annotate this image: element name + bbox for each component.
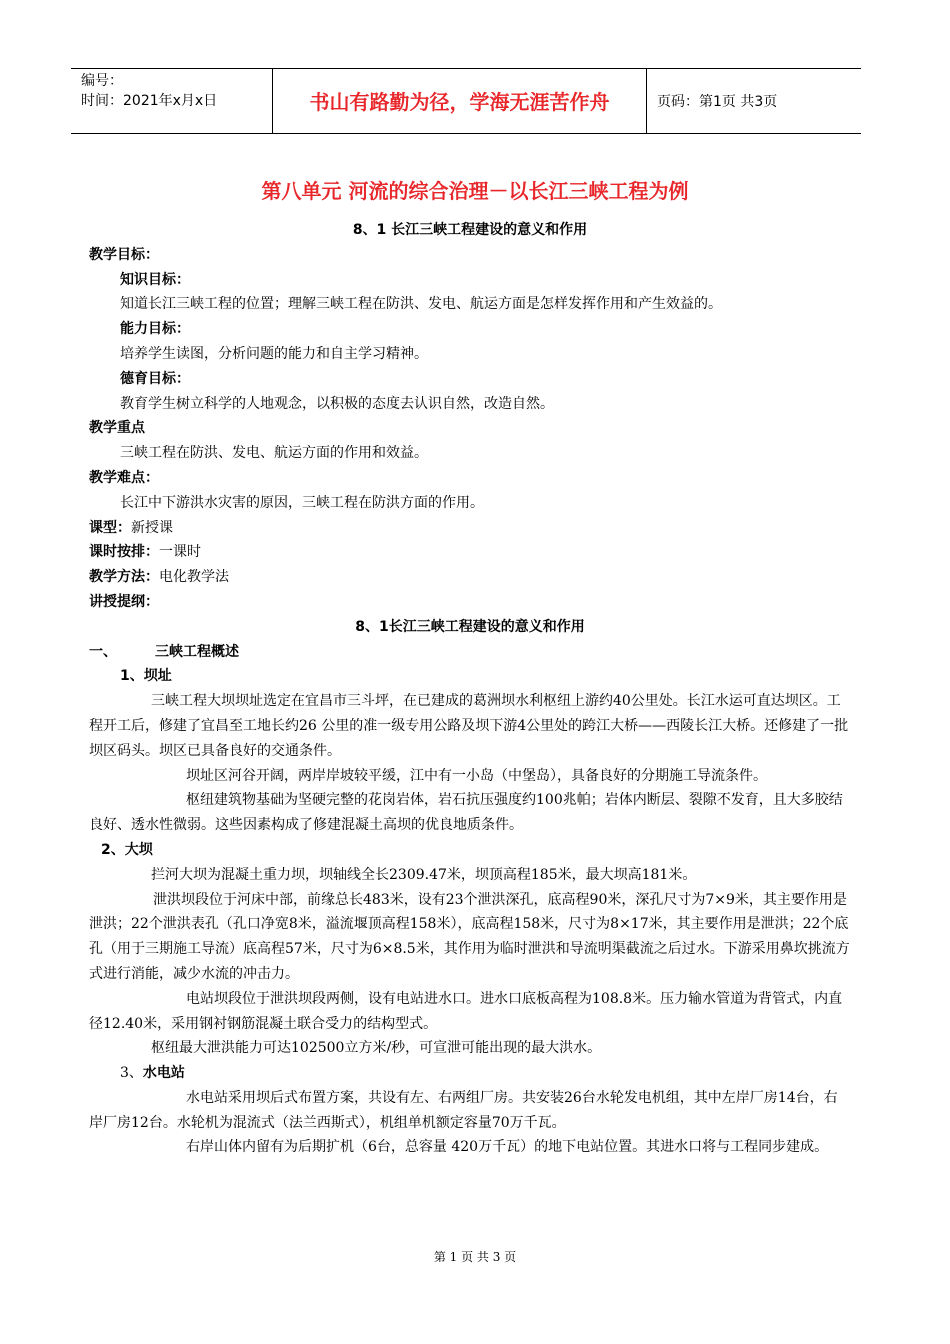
document-body: [89, 218, 851, 1160]
subsection-dam-site-heading: 1、坝址: [120, 668, 172, 685]
time-label: 时间：2021年x月x日: [81, 93, 218, 109]
subsection-hydropower-number: 3、: [120, 1065, 143, 1082]
moral-goal-label: 德育目标：: [120, 370, 190, 387]
lesson-type-label: 课型：: [89, 519, 131, 536]
teaching-method-label: 教学方法：: [89, 569, 159, 586]
dam-paragraph-4: 枢纽最大泄洪能力可达102500立方米/秒，可宣泄可能出现的最大洪水。: [151, 1040, 602, 1057]
section-1-title: 三峡工程概述: [155, 643, 239, 660]
class-hours-row: [89, 540, 851, 565]
dam-paragraph-2: 泄洪坝段位于河床中部，前缘总长483米，设有23个泄洪深孔，底高程90米，深孔尺寸为7×9米，其主要作用是泄洪；22个泄洪表孔（孔口净宽8米，溢流堰顶高程158米），底高程158米，尺寸为8×17米，其主要作用是泄洪；22个底孔（用于三期施工导流）底高程57米，尺寸为6×8.5米，其作用为临时泄洪和导流明渠截流之后过水。下游采用鼻坎挑流方式进行消能，减少水流的冲击力。: [89, 891, 850, 982]
teaching-method-value: 电化教学法: [159, 569, 229, 586]
outline-title: 8、1长江三峡工程建设的意义和作用: [355, 618, 585, 635]
lesson-type-row: [89, 516, 851, 541]
subsection-hydropower-heading: [89, 1061, 851, 1086]
lesson-type-value: 新授课: [131, 519, 173, 536]
knowledge-goal-text: 知道长江三峡工程的位置；理解三峡工程在防洪、发电、航运方面是怎样发挥作用和产生效益的。: [120, 296, 722, 313]
teaching-method-row: [89, 565, 851, 590]
outline-heading: 讲授提纲：: [89, 593, 159, 610]
section-1-heading: [89, 640, 851, 665]
class-hours-value: 一课时: [159, 544, 201, 561]
subsection-dam-heading: 2、大坝: [101, 841, 153, 858]
ability-goal-text: 培养学生读图，分析问题的能力和自主学习精神。: [120, 345, 428, 362]
hydropower-paragraph-2: 右岸山体内留有为后期扩机（6台，总容量 420万千瓦）的地下电站位置。其进水口将与工程同步建成。: [186, 1139, 829, 1156]
dam-paragraph-1: 拦河大坝为混凝土重力坝，坝轴线全长2309.47米，坝顶高程185米，最大坝高181米。: [151, 866, 697, 883]
hydropower-paragraph-1: 水电站采用坝后式布置方案，共设有左、右两组厂房。共安装26台水轮发电机组，其中左岸厂房14台，右岸厂房12台。水轮机为混流式（法兰西斯式），机组单机额定容量70万千瓦。: [89, 1089, 838, 1131]
difficulty-text: 长江中下游洪水灾害的原因，三峡工程在防洪方面的作用。: [120, 494, 484, 511]
dam-site-paragraph-1: 三峡工程大坝坝址选定在宜昌市三斗坪，在已建成的葛洲坝水利枢纽上游约40公里处。长江水运可直达坝区。工程开工后，修建了宜昌至工地长约26 公里的准一级专用公路及坝下游4公里处的跨江大桥——西陵长江大桥。还修建了一批坝区码头。坝区已具备良好的交通条件。: [89, 693, 849, 759]
dam-site-paragraph-2: 坝址区河谷开阔，两岸岸坡较平缓，江中有一小岛（中堡岛），具备良好的分期施工导流条件。: [186, 767, 767, 784]
page-header: [71, 68, 861, 134]
knowledge-goal-label: 知识目标：: [120, 271, 190, 288]
header-page-info: 页码：第1页 共3页: [657, 94, 778, 110]
serial-number-label: 编号：: [81, 73, 123, 89]
key-points-text: 三峡工程在防洪、发电、航运方面的作用和效益。: [120, 445, 428, 462]
dam-site-paragraph-3: 枢纽建筑物基础为坚硬完整的花岗岩体，岩石抗压强度约100兆帕；岩体内断层、裂隙不发育，且大多胶结良好、透水性微弱。这些因素构成了修建混凝土高坝的优良地质条件。: [89, 792, 843, 834]
lesson-subtitle: 8、1 长江三峡工程建设的意义和作用: [352, 222, 588, 238]
dam-paragraph-3: 电站坝段位于泄洪坝段两侧，设有电站进水口。进水口底板高程为108.8米。压力输水管道为背管式，内直径12.40米，采用钢衬钢筋混凝土联合受力的结构型式。: [89, 990, 843, 1032]
ability-goal-label: 能力目标：: [120, 321, 190, 338]
goals-heading: 教学目标：: [89, 246, 159, 263]
header-meta-cell: [71, 69, 273, 133]
class-hours-label: 课时按排：: [89, 544, 159, 561]
header-motto: 书山有路勤为径，学海无涯苦作舟: [273, 69, 647, 133]
document-title: 第八单元 河流的综合治理－以长江三峡工程为例: [261, 179, 689, 203]
page-footer: 第 1 页 共 3 页: [433, 1250, 517, 1264]
subsection-hydropower-title: 水电站: [142, 1065, 185, 1082]
difficulty-heading: 教学难点：: [89, 469, 159, 486]
moral-goal-text: 教育学生树立科学的人地观念，以积极的态度去认识自然，改造自然。: [120, 395, 554, 412]
key-points-heading: 教学重点: [89, 420, 145, 437]
section-1-number: 一、: [89, 643, 117, 660]
